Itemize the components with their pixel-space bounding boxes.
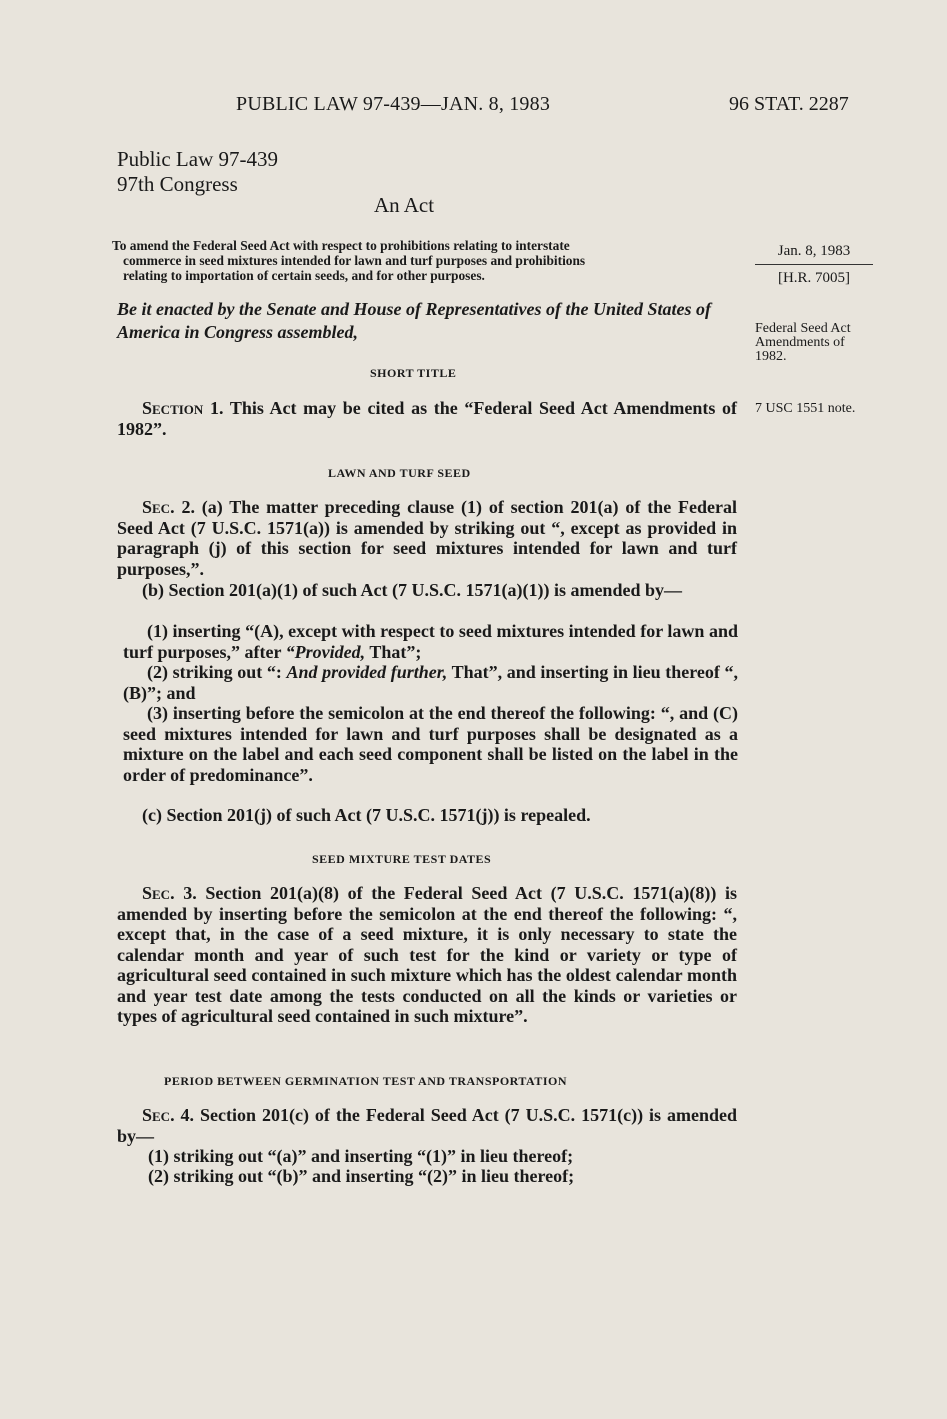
- section-4-item-1: (1) striking out “(a)” and inserting “(1)” in lieu thereof;: [148, 1146, 574, 1166]
- item-text: (3) inserting before the semicolon at the end thereof the following: “, and (C) seed mixtures intended for lawn and turf purposes shall be designated as a mixture on the label and each seed component shall be listed on the label in the order of predominance”.: [123, 703, 738, 785]
- section-2b-item-1: [123, 621, 738, 662]
- margin-note-usc: 7 USC 1551 note.: [755, 401, 856, 416]
- section-label: Sec.: [142, 883, 175, 903]
- section-2b-item-2: [123, 662, 738, 703]
- purpose-line: commerce in seed mixtures intended for lawn and turf purposes and prohibitions: [123, 253, 586, 268]
- section-2a-text: [117, 497, 737, 579]
- section-heading-short-title: SHORT TITLE: [370, 366, 457, 380]
- enacting-clause: Be it enacted by the Senate and House of Representatives of the United States of America in Congress assembled,: [117, 299, 711, 342]
- section-heading-lawn-turf: LAWN AND TURF SEED: [328, 466, 471, 480]
- running-header: PUBLIC LAW 97-439—JAN. 8, 1983: [236, 93, 551, 115]
- section-2b-text: [117, 580, 737, 601]
- item-text: (2) striking out “:: [147, 662, 287, 682]
- purpose-line: relating to importation of certain seeds, and for other purposes.: [123, 268, 485, 283]
- bill-number: [H.R. 7005]: [777, 270, 851, 286]
- act-title: An Act: [374, 193, 435, 217]
- section-2c-text: [117, 805, 737, 826]
- margin-divider: [755, 264, 873, 265]
- margin-note-line: Amendments of: [755, 335, 845, 350]
- margin-date-block: [755, 243, 873, 287]
- section-body: 3. Section 201(a)(8) of the Federal Seed Act (7 U.S.C. 1571(a)(8)) is amended by inserting before the semicolon at the end thereof the following: “, except that, in the case of a seed mixture, it is only necessary to state the calendar month and year of such test for the kind or variety or type of agricultural seed contained in such mixture which has the oldest calendar month and year test date among the tests conducted on all the kinds or varieties or types of agricultural seed contained in such mixture”.: [117, 883, 738, 1026]
- section-body: 2. (a) The matter preceding clause (1) of section 201(a) of the Federal Seed Act (7 U.S.C. 1571(a)) is amended by striking out “, except as provided in paragraph (j) of this section for seed mixtures intended for lawn and turf purposes,”.: [117, 497, 738, 579]
- item-italic: And provided further,: [286, 662, 448, 682]
- section-3-text: [117, 883, 737, 1027]
- section-label: Sec.: [142, 497, 175, 517]
- enactment-date: Jan. 8, 1983: [777, 243, 851, 259]
- section-body: (c) Section 201(j) of such Act (7 U.S.C. 1571(j)) is repealed.: [142, 805, 591, 825]
- public-law-number: Public Law 97-439: [117, 147, 278, 171]
- margin-note-line: Federal Seed Act: [755, 321, 851, 336]
- congress-number: 97th Congress: [117, 172, 238, 196]
- law-title-block: [117, 147, 278, 197]
- section-4-text: [117, 1105, 737, 1146]
- section-body: 4. Section 201(c) of the Federal Seed Act (7 U.S.C. 1571(c)) is amended by—: [117, 1105, 737, 1146]
- section-label: Sec.: [142, 1105, 175, 1125]
- section-2b-item-3: [123, 703, 738, 785]
- item-text: That”, and inserting in lieu thereof “, (B)”; and: [123, 662, 739, 703]
- section-heading-seed-mixture: SEED MIXTURE TEST DATES: [312, 852, 492, 866]
- section-heading-germination: PERIOD BETWEEN GERMINATION TEST AND TRANSPORTATION: [164, 1074, 567, 1088]
- purpose-line: To amend the Federal Seed Act with respect to prohibitions relating to interstate: [112, 238, 570, 253]
- item-text: (1) inserting “(A), except with respect to seed mixtures intended for lawn and turf purposes,” after: [123, 621, 738, 662]
- item-text: That”;: [365, 641, 422, 662]
- section-4-item-2: (2) striking out “(b)” and inserting “(2)” in lieu thereof;: [148, 1166, 575, 1186]
- section-label: Section: [142, 398, 204, 418]
- purpose-statement: [112, 238, 740, 283]
- section-1-text: [117, 398, 737, 439]
- margin-note-line: 1982.: [755, 349, 787, 364]
- item-italic: “Provided,: [285, 641, 366, 662]
- section-body: (b) Section 201(a)(1) of such Act (7 U.S.C. 1571(a)(1)) is amended by—: [142, 580, 682, 600]
- margin-note-short-title: [755, 322, 895, 364]
- section-body: 1. This Act may be cited as the “Federal Seed Act Amendments of 1982”.: [117, 398, 737, 439]
- statute-page-number: 96 STAT. 2287: [729, 93, 849, 115]
